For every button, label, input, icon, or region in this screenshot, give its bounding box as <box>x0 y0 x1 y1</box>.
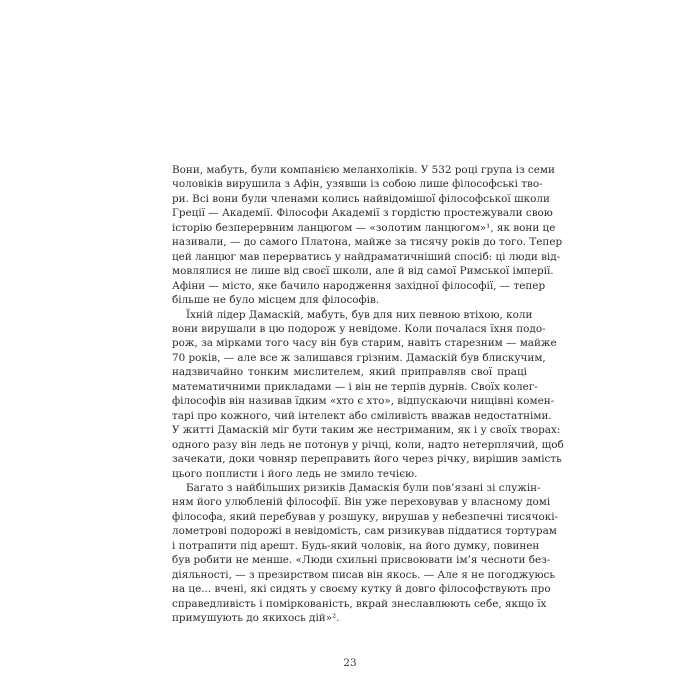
text-line: на це... вчені, які сидять у своєму кутку й довго філософствують про <box>172 583 551 596</box>
text-line: лометрові подорожі в невідомість, сам ризикував піддатися тортурам <box>172 525 557 538</box>
text-line: Афіни — місто, яке бачило народження західної філософії, — тепер <box>172 279 546 292</box>
text-line: більше не було місцем для філософів. <box>172 294 380 307</box>
text-line: математичними прикладами — і він не терпів дурнів. Своїх колег- <box>172 380 538 393</box>
page-number: 23 <box>343 657 357 669</box>
text-line: був робити не менше. «Люди схильні присвоювати ім’я чесноти без- <box>172 554 551 567</box>
text-line: вони вирушали в цю подорож у невідоме. Коли почалася їхня подо- <box>172 322 546 335</box>
text-line: діяльності, — з презирством писав він якось. — Але я не погоджуюсь <box>172 568 556 581</box>
text-line: тарі про кожного, чий інтелект або сміливість вважав недостатніми. <box>172 409 552 422</box>
text-line: називали, — до самого Платона, майже за тисячу років до того. Тепер <box>172 236 563 249</box>
page-body <box>172 163 564 626</box>
text-line: ри. Всі вони були членами колись найвідомішої філософської школи <box>172 192 550 205</box>
text-line: історію безперервним ланцюгом — «золотим ланцюгом»¹, як вони це <box>172 221 556 234</box>
text-line: рож, за мірками того часу він був старим, навіть старезним — майже <box>172 337 557 350</box>
text-line: і потрапити під арешт. Будь-який чоловік, на його думку, повинен <box>172 539 540 552</box>
text-line: надзвичайно тонким мислителем, який приправляв свої праці <box>172 366 527 379</box>
text-line: одного разу він ледь не потонув у річці, коли, надто нетерплячий, щоб <box>172 438 564 451</box>
text-line: зачекати, доки човняр переправить його через річку, вирішив замість <box>172 453 562 466</box>
paragraph-3 <box>172 481 559 626</box>
text-line: цього поплисти і його ледь не змило течією. <box>172 467 418 480</box>
text-line: У житті Дамаскій міг бути таким же нестриманим, як і у своїх творах: <box>172 424 561 437</box>
text-line: справедливість і поміркованість, вкрай знеславлюють себе, якщо їх <box>172 597 547 610</box>
text-line: мовлялися не лише від своєї школи, але й від самої Римської імперії. <box>172 265 554 278</box>
paragraph-1 <box>172 163 563 308</box>
text-line: 70 років, — але все ж залишався грізним. Дамаскій був блискучим, <box>172 351 546 364</box>
text-line: цей ланцюг мав перерватись у найдраматичніший спосіб: ці люди від- <box>172 250 561 263</box>
text-line: чоловіків вирушила з Афін, узявши із собою лише філософські тво- <box>172 178 543 191</box>
text-line: філософа, який перебував у розшуку, вирушав у небезпечні тисячокі- <box>172 510 559 523</box>
text-line: примушують до якихось дій»². <box>172 612 340 625</box>
text-line: Багато з найбільших ризиків Дамаскія були пов’язані зі служін- <box>186 481 541 494</box>
text-line: філософів він називав їдким «хто є хто», відпускаючи нищівні комен- <box>172 395 555 408</box>
paragraph-2 <box>172 308 564 481</box>
text-line: Вони, мабуть, були компанією меланхоліків. У 532 році група із семи <box>172 164 555 176</box>
text-line: Греції — Академії. Філософи Академії з гордістю простежували свою <box>172 207 553 220</box>
text-line: Їхній лідер Дамаскій, мабуть, був для них певною втіхою, коли <box>186 308 533 321</box>
text-line: ням його улюбленій філософії. Він уже переховував у власному домі <box>172 496 551 509</box>
